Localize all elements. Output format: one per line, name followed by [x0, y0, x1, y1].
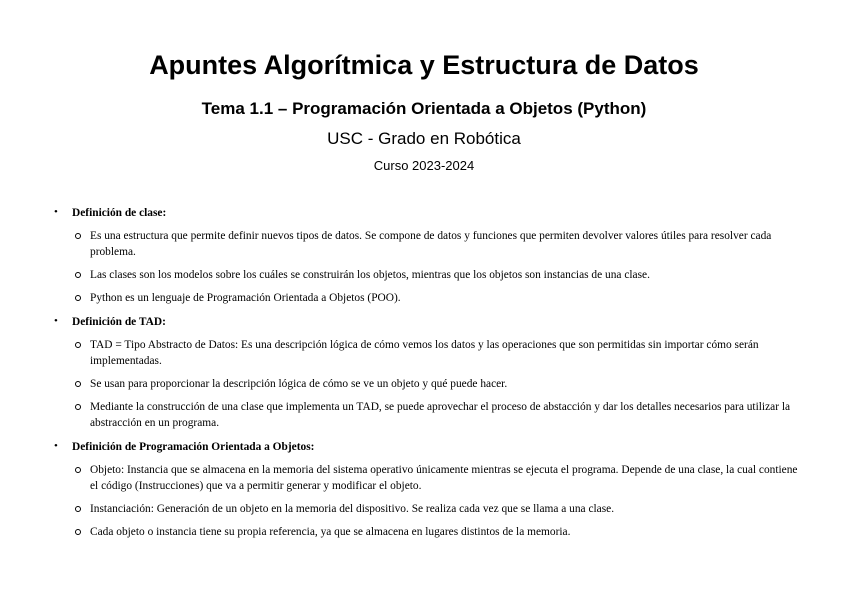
course-line: Curso 2023-2024 — [373, 158, 475, 173]
list-item — [72, 462, 807, 494]
circle-bullet-icon — [75, 467, 81, 473]
section-heading: Definición de clase: — [72, 207, 167, 219]
list-item-text: TAD = Tipo Abstracto de Datos: Es una descripción lógica de cómo vemos los datos y las operaciones que son permitidas sin importar cómo serán implementadas. — [90, 339, 759, 367]
section-heading: Definición de TAD: — [72, 316, 166, 328]
section-items — [72, 337, 807, 431]
circle-bullet-icon — [75, 272, 81, 278]
circle-bullet-icon — [75, 342, 81, 348]
bullet-icon: • — [54, 440, 58, 452]
list-item-text: Instanciación: Generación de un objeto en la memoria del dispositivo. Se realiza cada vez que se llama a una clase. — [90, 503, 615, 515]
list-item — [72, 290, 807, 306]
list-item — [72, 524, 807, 540]
circle-bullet-icon — [75, 233, 81, 239]
section-class-definition — [52, 204, 807, 306]
circle-bullet-icon — [75, 506, 81, 512]
list-item-text: Cada objeto o instancia tiene su propia referencia, ya que se almacena en lugares distintos de la memoria. — [90, 526, 571, 538]
notes-content — [52, 204, 807, 547]
section-heading: Definición de Programación Orientada a Objetos: — [72, 441, 315, 453]
document-subtitle: Tema 1.1 – Programación Orientada a Objetos (Python) — [201, 99, 647, 118]
list-item — [72, 267, 807, 283]
circle-bullet-icon — [75, 295, 81, 301]
list-item-text: Python es un lenguaje de Programación Orientada a Objetos (POO). — [90, 292, 401, 304]
list-item — [72, 501, 807, 517]
bullet-icon: • — [54, 206, 58, 218]
list-item-text: Objeto: Instancia que se almacena en la memoria del sistema operativo únicamente mientras se ejecuta el programa. Depende de una clase, la cual contiene el código (Instrucciones) que va a permitir generar y modificar el objeto. — [90, 464, 798, 492]
list-item — [72, 337, 807, 369]
list-item — [72, 399, 807, 431]
list-item — [72, 228, 807, 260]
section-poo-definition — [52, 438, 807, 540]
circle-bullet-icon — [75, 381, 81, 387]
document-title: Apuntes Algorítmica y Estructura de Datos — [149, 50, 699, 80]
institution-line: USC - Grado en Robótica — [327, 129, 521, 148]
section-items — [72, 228, 807, 306]
list-item-text: Mediante la construcción de una clase que implementa un TAD, se puede aprovechar el proceso de abstacción y dar los detalles necesarios para utilizar la abstracción en un programa. — [90, 401, 791, 429]
circle-bullet-icon — [75, 404, 81, 410]
list-item — [72, 376, 807, 392]
section-items — [72, 462, 807, 540]
list-item-text: Se usan para proporcionar la descripción lógica de cómo se ve un objeto y qué puede hacer. — [90, 378, 508, 390]
list-item-text: Las clases son los modelos sobre los cuáles se construirán los objetos, mientras que los objetos son instancias de una clase. — [90, 269, 650, 281]
list-item-text: Es una estructura que permite definir nuevos tipos de datos. Se compone de datos y funciones que permiten devolver valores útiles para resolver cada problema. — [90, 230, 772, 258]
section-tad-definition — [52, 313, 807, 431]
bullet-icon: • — [54, 315, 58, 327]
circle-bullet-icon — [75, 529, 81, 535]
